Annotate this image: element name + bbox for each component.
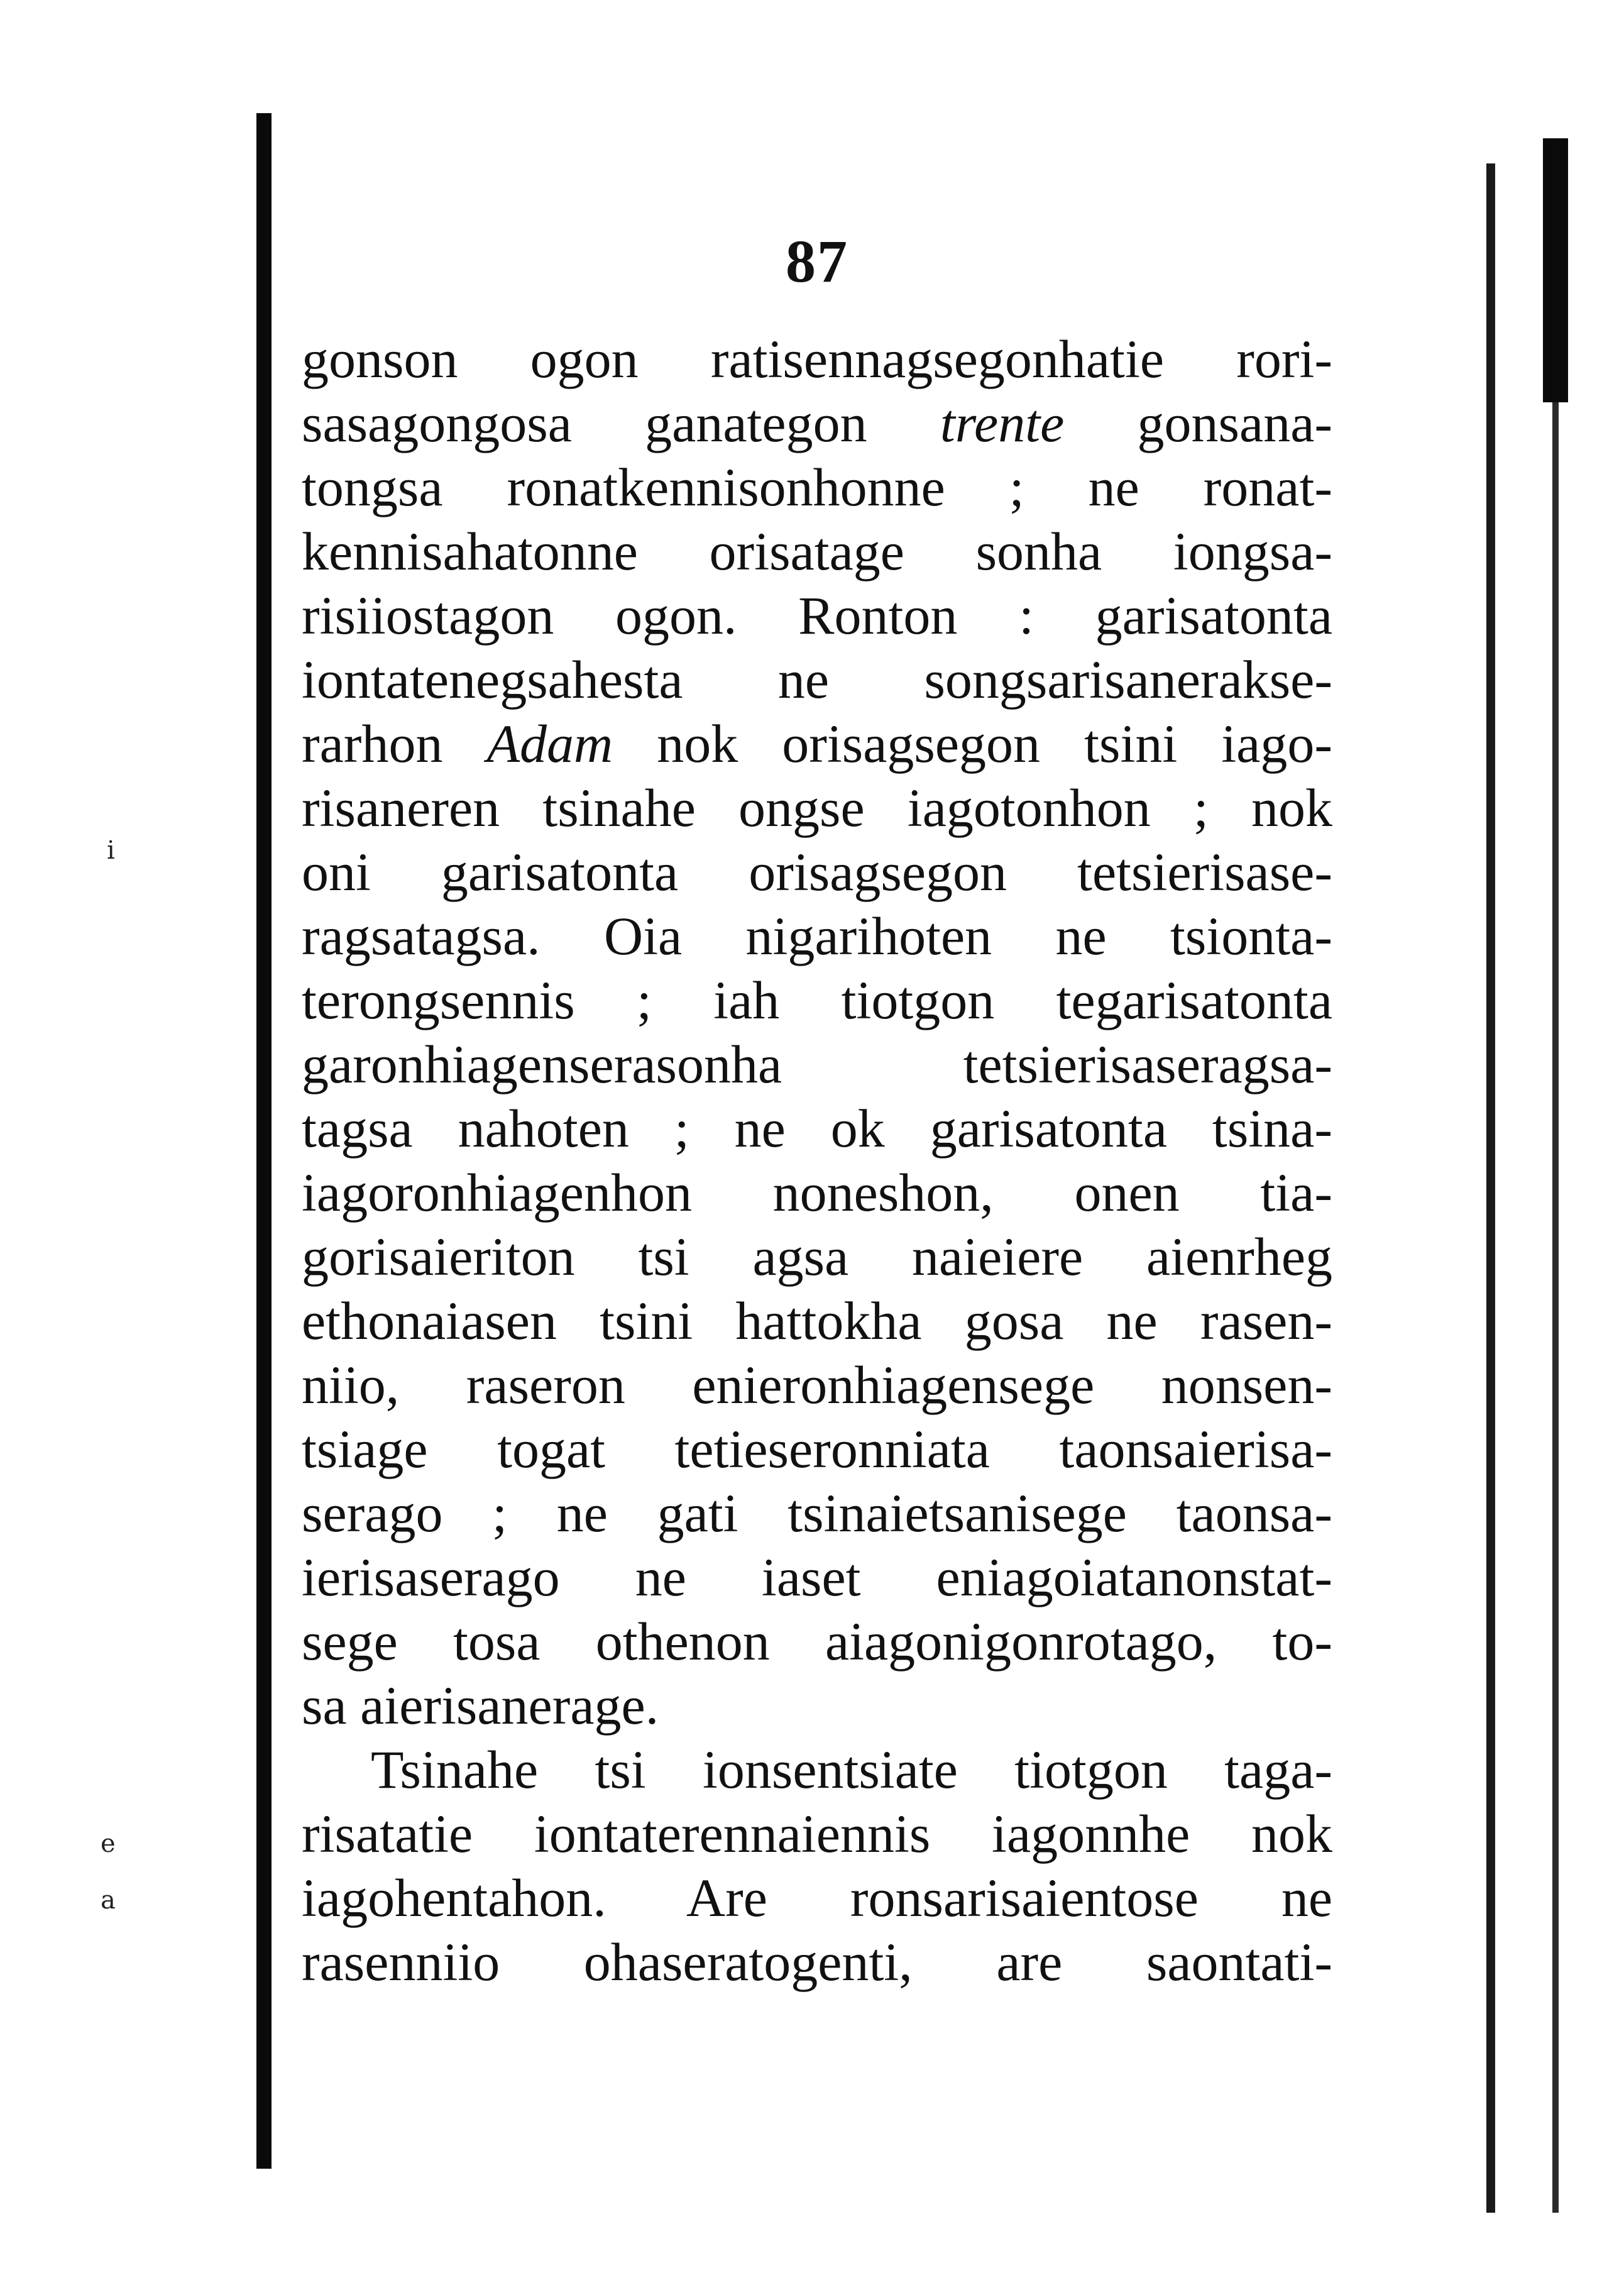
text-line: niio, raseron enieronhiagensege nonsen- [302,1355,1332,1415]
text-line: ragsatagsa. Oia nigarihoten ne tsionta- [302,906,1332,966]
binding-rule-left [256,113,272,2169]
text-line: risatatie iontaterennaiennis iagonnhe nok [302,1803,1332,1864]
paragraph-start-line: Tsinahe tsi ionsentsiate tiotgon taga- [371,1739,1332,1800]
margin-mark: i [107,836,115,865]
text-line: iagoronhiagenhon noneshon, onen tia- [302,1162,1332,1223]
text-line: risaneren tsinahe ongse iagotonhon ; nok [302,778,1332,838]
text-line: tsiage togat tetieseronniata taonsaierisa- [302,1419,1332,1479]
margin-mark: e [101,1829,116,1858]
text-line: kennisahatonne orisatage sonha iongsa- [302,521,1332,581]
text-line: sa aierisanerage. [302,1675,659,1736]
text-line: gonson ogon ratisennagsegonhatie rori- [302,329,1332,389]
margin-mark: a [101,1886,116,1915]
text-line: rasenniio ohaseratogenti, are saontati- [302,1932,1332,1992]
text-line: tagsa nahoten ; ne ok garisatonta tsina- [302,1098,1332,1159]
text-line: gorisaieriton tsi agsa naieiere aienrheg [302,1226,1332,1287]
text-line: sege tosa othenon aiagonigonrotago, to- [302,1611,1332,1671]
text-line: iontatenegsahesta ne songsarisanerakse- [302,649,1332,710]
text-line: tongsa ronatkennisonhonne ; ne ronat- [302,457,1332,517]
body-text [302,327,1332,1994]
text-line: serago ; ne gati tsinaietsanisege taonsa- [302,1483,1332,1543]
text-line: ethonaiasen tsini hattokha gosa ne rasen- [302,1291,1332,1351]
text-line: terongsennis ; iah tiotgon tegarisatonta [302,970,1332,1030]
binding-edge-top-right [1543,138,1568,402]
binding-edge-right [1552,402,1559,2213]
italic-word: Adam [486,713,613,774]
italic-word: trente [940,393,1065,453]
text-line: oni garisatonta orisagsegon tetsierisase- [302,842,1332,902]
text-line: rarhon Adam nok orisagsegon tsini iago- [302,713,1332,774]
text-line: sasagongosa ganategon trente gonsana- [302,393,1333,453]
page-number: 87 [786,228,848,295]
text-line: garonhiagenserasonha tetsierisaseragsa- [302,1034,1332,1094]
text-line: iagohentahon. Are ronsarisaientose ne [302,1868,1332,1928]
text-line: ierisaserago ne iaset eniagoiatanonstat- [302,1547,1332,1607]
text-line: risiiostagon ogon. Ronton : garisatonta [302,585,1332,646]
binding-rule-right [1486,163,1495,2213]
